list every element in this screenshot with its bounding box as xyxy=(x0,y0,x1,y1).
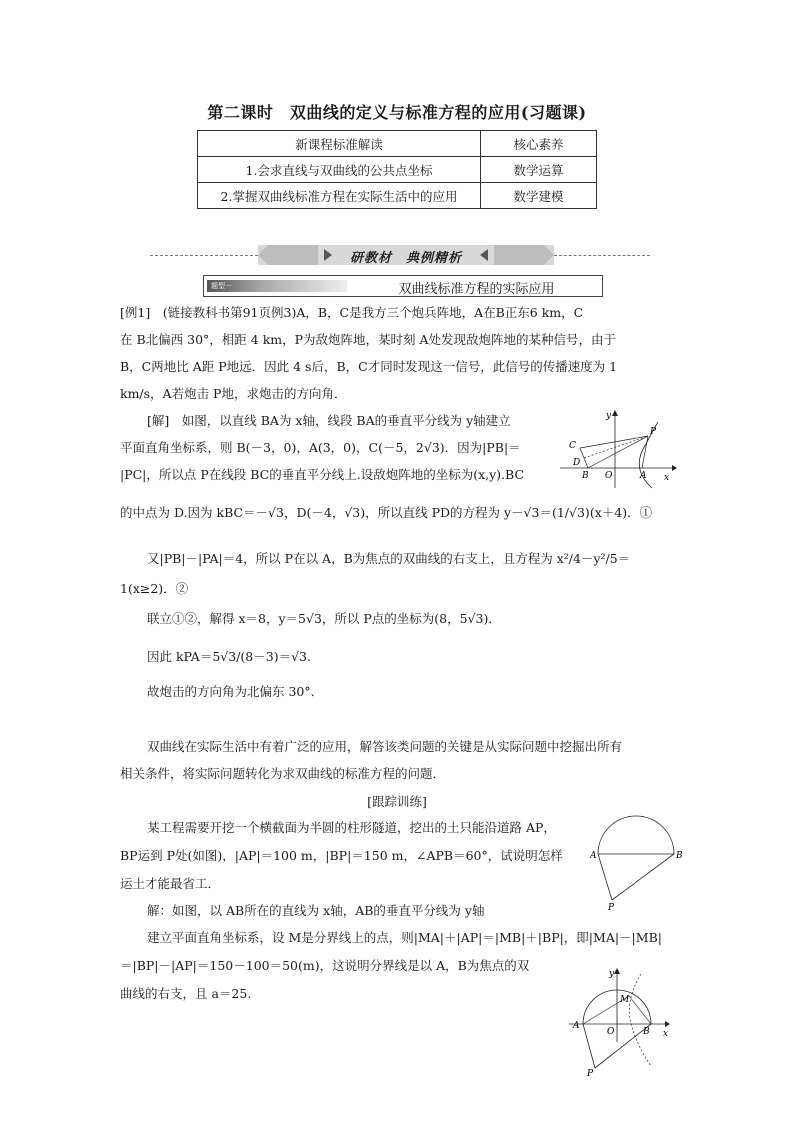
summary-line: 相关条件，将实际问题转化为求双曲线的标准方程的问题． xyxy=(120,766,446,781)
label-a: A xyxy=(590,851,597,861)
banner-divider-left xyxy=(150,255,258,256)
label-m: M xyxy=(620,995,630,1005)
label-y: y xyxy=(606,411,612,421)
label-o: O xyxy=(607,1027,615,1037)
figure-tunnel xyxy=(590,812,685,912)
label-d: D xyxy=(573,458,581,468)
label-p: P xyxy=(650,427,657,437)
follow-up-line: 运土才能最省工． xyxy=(120,876,221,891)
table-row xyxy=(198,183,597,209)
standards-table xyxy=(197,130,597,209)
banner-divider-right xyxy=(554,255,650,256)
table-row xyxy=(198,157,597,183)
follow-up-line: ＝|BP|－|AP|＝150－100＝50(m)，这说明分界线是以 A，B为焦点的双 xyxy=(120,958,530,973)
label-c: C xyxy=(569,441,576,451)
solution-line: 平面直角坐标系，则 B(－3，0)，A(3，0)，C(－5，2√3)．因为|PB|＝ xyxy=(120,440,521,455)
segment-bp xyxy=(612,854,674,900)
solution-line: 联立①②，解得 x＝8，y＝5√3，所以 P点的坐标为(8，5√3)． xyxy=(147,611,501,626)
table-cell: 数学建模 xyxy=(481,183,597,209)
table-header-row xyxy=(198,131,597,157)
figure-tunnel-coordinate xyxy=(565,966,677,1078)
solution-line: 因此 kPA＝5√3/(8－3)＝√3. xyxy=(147,649,311,664)
solution-line: 又|PB|－|PA|＝4，所以 P在以 A，B为焦点的双曲线的右支上，且方程为 x²/4－y²/5＝ xyxy=(147,551,631,566)
label-x: x xyxy=(664,473,670,483)
label-b: B xyxy=(643,1027,650,1037)
section-tag-label: 题型一 xyxy=(211,282,232,290)
segment-dp xyxy=(584,436,648,458)
table-header: 新课程标准解读 xyxy=(198,131,481,157)
label-x: x xyxy=(663,1029,669,1039)
solution-line: 故炮击的方向角为北偏东 30°． xyxy=(147,684,324,699)
figure-hyperbola-coordinate xyxy=(560,408,680,490)
solution-line: |PC|，所以点 P在线段 BC的垂直平分线上.设敌炮阵地的坐标为(x,y).BC xyxy=(120,467,525,482)
solution-line: 的中点为 D.因为 kBC＝－√3，D(－4，√3)，所以直线 PD的方程为 y－√3＝(1/√3)(x＋4)．① xyxy=(120,505,653,520)
label-a: A xyxy=(640,471,647,481)
follow-up-line: BP运到 P处(如图)，|AP|＝100 m，|BP|＝150 m，∠APB＝60°，试说明怎样 xyxy=(120,848,563,863)
label-a: A xyxy=(573,1021,580,1031)
label-y: y xyxy=(609,969,615,979)
section-title: 双曲线标准方程的实际应用 xyxy=(398,282,555,297)
section-header xyxy=(203,275,603,297)
follow-up-line: 解：如图，以 AB所在的直线为 x轴，AB的垂直平分线为 y轴 xyxy=(147,903,485,918)
semicircle xyxy=(598,816,674,854)
example-line: 在 B北偏西 30°，相距 4 km，P为敌炮阵地，某时刻 A处发现敌炮阵地的某种信号，由于 xyxy=(120,332,617,347)
table-cell: 1.会求直线与双曲线的公共点坐标 xyxy=(198,157,481,183)
table-cell: 2.掌握双曲线标准方程在实际生活中的应用 xyxy=(198,183,481,209)
banner-text: 研教材 典例精析 xyxy=(349,251,462,266)
segment-ap xyxy=(642,436,648,468)
example-line: B，C两地比 A距 P地远．因此 4 s后，B，C才同时发现这一信号，此信号的传播速度为 1 xyxy=(120,359,618,374)
label-b: B xyxy=(676,851,683,861)
label-p: P xyxy=(587,1069,594,1078)
table-cell: 数学运算 xyxy=(481,157,597,183)
table-header: 核心素养 xyxy=(481,131,597,157)
summary-line: 双曲线在实际生活中有着广泛的应用，解答该类问题的关键是从实际问题中挖掘出所有 xyxy=(147,739,623,754)
solution-line: [解] 如图，以直线 BA为 x轴，线段 BA的垂直平分线为 y轴建立 xyxy=(147,413,511,428)
example-line: [例1] (链接教科书第91页例3)A，B，C是我方三个炮兵阵地，A在B正东6 km，C xyxy=(120,305,584,320)
follow-up-heading: [跟踪训练] xyxy=(367,794,427,809)
label-p: P xyxy=(608,903,615,912)
follow-up-line: 曲线的右支，且 a＝25. xyxy=(120,986,252,1001)
segment-cp xyxy=(580,436,648,448)
follow-up-line: 建立平面直角坐标系，设 M是分界线上的点，则|MA|＋|AP|＝|MB|＋|BP|，即|MA|－|MB| xyxy=(147,930,662,945)
segment-ap xyxy=(583,1024,595,1068)
segment-ap xyxy=(598,854,612,900)
label-b: B xyxy=(582,471,589,481)
follow-up-line: 某工程需要开挖一个横截面为半圆的柱形隧道，挖出的土只能沿道路 AP， xyxy=(147,820,556,835)
page-title: 第二课时 双曲线的定义与标准方程的应用(习题课) xyxy=(207,103,587,122)
example-line: km/s，A若炮击 P地，求炮击的方向角． xyxy=(120,386,347,401)
section-tag xyxy=(207,280,347,292)
solution-line: 1(x≥2)．② xyxy=(120,581,189,596)
label-o: O xyxy=(605,471,613,481)
section-banner xyxy=(258,245,554,265)
